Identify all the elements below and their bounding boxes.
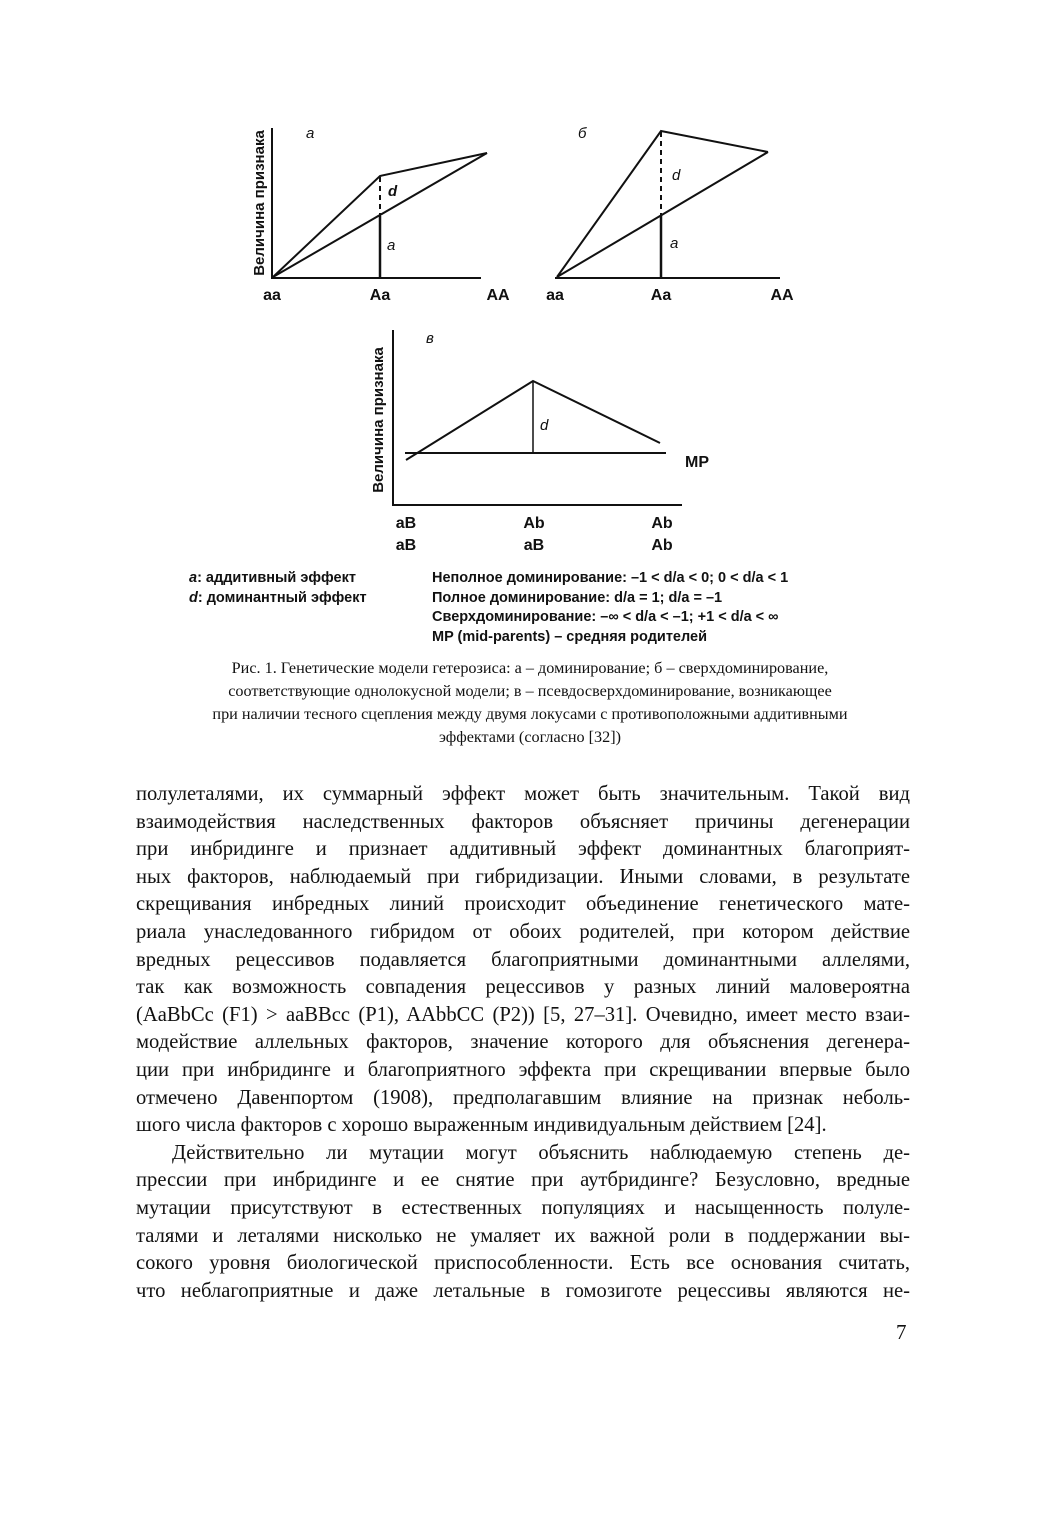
x-label-top: Ab (523, 515, 545, 532)
x-label: AA (770, 287, 794, 304)
legend-right (432, 569, 788, 647)
body-line: шого числа факторов с хорошо выраженным индивидуальным действием [24]. (136, 1114, 827, 1137)
x-label: Aa (650, 287, 672, 304)
legend-item: d: доминантный эффект (189, 589, 367, 606)
x-label: AA (486, 287, 510, 304)
body-line: прессии при инбридинге и ее снятие при аутбридинге? Безусловно, вредные (136, 1169, 910, 1192)
panel-a-tag: а (306, 125, 315, 142)
y-axis-label-a: Величина признака (251, 130, 268, 276)
body-line: сокого уровня биологической приспособленности. Есть все основания считать, (136, 1252, 910, 1275)
legend-item: Полное доминирование: d/a = 1; d/a = –1 (432, 589, 723, 606)
legend-item: Неполное доминирование: –1 < d/a < 0; 0 < d/a < 1 (432, 570, 789, 586)
d-label: d (672, 167, 681, 184)
body-line: (AaBbCc (F1) > aaBBcc (P1), AAbbCC (P2)) [5, 27–31]. Очевидно, имеет место взаи- (136, 1003, 910, 1026)
legend-item: MP (mid-parents) – средняя родителей (432, 628, 707, 645)
x-label: aa (263, 287, 281, 304)
legend-left (189, 569, 367, 608)
body-line: полулеталями, их суммарный эффект может быть значительным. Такой вид (136, 783, 910, 805)
caption-line: при наличии тесного сцепления между двумя локусами с противоположными аддитивными (212, 705, 848, 723)
x-label: Aa (369, 287, 391, 304)
d-label: d (540, 417, 549, 434)
legend-item: Сверхдоминирование: –∞ < d/a < –1; +1 < d/a < ∞ (432, 609, 779, 625)
body-line: риала унаследованного гибридом от обоих родителей, при котором действие (136, 920, 910, 943)
caption-line: эффектами (согласно [32]) (438, 728, 622, 746)
body-line: модействие аллельных факторов, значение которого для объяснения дегенера- (136, 1031, 910, 1054)
panel-b-tag: б (578, 125, 587, 142)
page-number: 7 (896, 1320, 907, 1344)
body-line: что неблагоприятные и даже летальные в гомозиготе рецессивы являются не- (136, 1279, 910, 1302)
panel-v (392, 330, 682, 506)
x-label-top: Ab (651, 515, 673, 532)
caption-line: Рис. 1. Генетические модели гетерозиса: а – доминирование; б – сверхдоминирование, (231, 659, 829, 677)
body-line: так как возможность совпадения рецессивов у разных линий маловероятна (136, 976, 910, 999)
legend-item: a: аддитивный эффект (189, 570, 356, 586)
caption-line: соответствующие однолокусной модели; в – псевдосверхдоминирование, возникающее (228, 682, 832, 700)
figure-caption (140, 657, 920, 749)
panel-v-tag: в (426, 330, 434, 347)
x-label: aa (546, 287, 564, 304)
genotype-line (557, 131, 768, 277)
x-label-bottom: aB (395, 537, 417, 554)
panel-a (271, 128, 487, 279)
body-line: вредных рецессивов подавляется благоприятными доминантными аллелями, (136, 948, 910, 971)
mp-label: MP (685, 454, 709, 471)
x-label-top: aB (395, 515, 417, 532)
body-line: отмечено Давенпортом (1908), предполагавшим влияние на признак неболь- (136, 1086, 910, 1109)
y-axis-label-v: Величина признака (370, 347, 387, 493)
x-label-bottom: Ab (651, 537, 673, 554)
body-line: при инбридинге и признает аддитивный эффект доминантных благоприят- (136, 838, 910, 861)
body-text (136, 781, 910, 1305)
d-label: d (388, 183, 398, 200)
body-line: скрещивания инбредных линий происходит объединение генетического мате- (136, 893, 910, 916)
body-line: мутации присутствуют в естественных популяциях и насыщенность полуле- (136, 1196, 910, 1219)
panel-b (555, 131, 780, 278)
a-label: a (387, 237, 396, 254)
additive-line (557, 152, 768, 277)
body-line: взаимодействия наследственных факторов объясняет причины дегенерации (136, 810, 910, 833)
body-line: талями и леталями нисколько не умаляет их важной роли в поддержании вы- (136, 1224, 910, 1247)
x-label-bottom: aB (523, 537, 545, 554)
a-label: a (670, 235, 679, 252)
body-line: ции при инбридинге и благоприятного эффекта при скрещивании впервые было (136, 1058, 910, 1081)
figure-1-diagrams (0, 0, 1058, 560)
body-line: Действительно ли мутации могут объяснить наблюдаемую степень де- (172, 1141, 910, 1164)
body-line: ных факторов, наблюдаемый при гибридизации. Иными словами, в результате (136, 865, 910, 888)
